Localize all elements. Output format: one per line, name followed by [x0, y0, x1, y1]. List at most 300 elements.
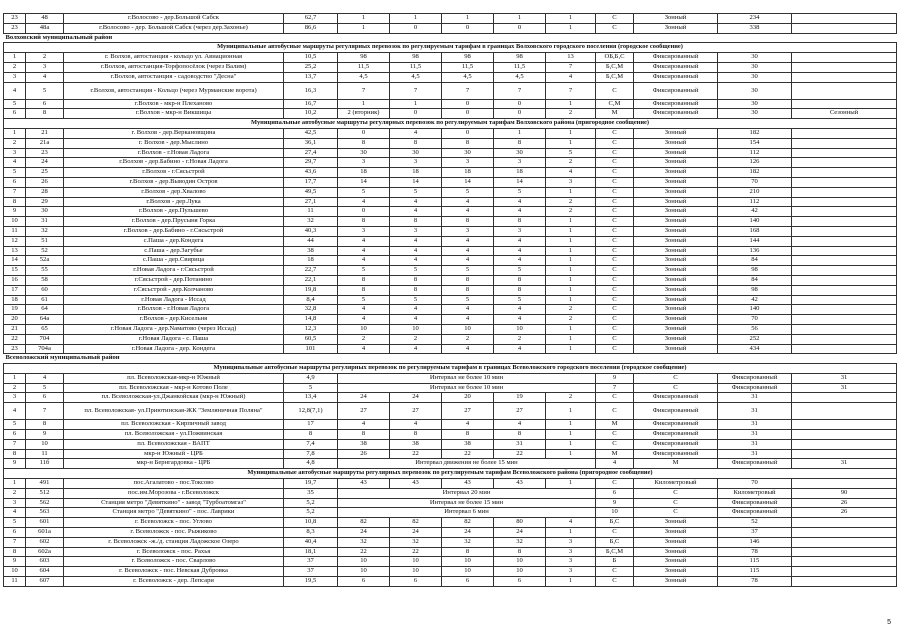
table-cell: С	[596, 567, 634, 577]
table-cell: Зонный	[634, 207, 718, 217]
table-cell: Зонный	[634, 324, 718, 334]
table-row	[4, 82, 897, 99]
table-cell	[792, 295, 897, 305]
table-cell: 20	[442, 393, 494, 403]
table-cell: 3	[546, 567, 596, 577]
table-cell: М	[634, 459, 718, 469]
table-cell: 22	[442, 449, 494, 459]
table-cell: С	[634, 373, 718, 383]
table-cell: Фиксированный	[634, 53, 718, 63]
table-cell: г.Новая Ладога - дер. Кондега	[64, 344, 284, 354]
table-cell: 4	[442, 256, 494, 266]
table-cell: С	[596, 315, 634, 325]
table-cell: С	[596, 285, 634, 295]
table-cell: 4	[390, 420, 442, 430]
table-cell: 5	[546, 148, 596, 158]
table-cell: 24	[390, 528, 442, 538]
section-title: Муниципальные автобусные маршруты регулярных перевозок по регулируемым тарифам Волховского района (пригородное сообщение)	[4, 119, 897, 129]
table-cell: 60,5	[284, 334, 338, 344]
table-cell	[792, 266, 897, 276]
table-cell: 31	[26, 217, 64, 227]
table-cell: Фиксированный	[634, 420, 718, 430]
table-cell: г. Всеволожск -ж./д. станция Ладожское Озеро	[64, 537, 284, 547]
table-cell: С	[596, 197, 634, 207]
table-cell: 13,7	[284, 72, 338, 82]
table-cell: 4	[4, 508, 26, 518]
table-cell: 10	[442, 324, 494, 334]
table-cell: 0	[494, 23, 546, 33]
table-cell: 84	[718, 256, 792, 266]
table-cell: 2	[546, 158, 596, 168]
table-cell: 3	[442, 226, 494, 236]
table-cell: 1	[546, 217, 596, 227]
table-cell: 11	[26, 449, 64, 459]
table-cell: 22	[390, 547, 442, 557]
table-cell: Интервал движения не более 15 мин	[338, 459, 596, 469]
table-cell: 4	[338, 315, 390, 325]
table-cell: Б,С,М	[596, 547, 634, 557]
table-cell: 4	[546, 168, 596, 178]
table-cell: 6	[26, 393, 64, 403]
table-cell: 5,2	[284, 498, 338, 508]
table-cell: 48	[26, 14, 64, 24]
table-cell: 7	[4, 439, 26, 449]
table-cell: 1	[546, 236, 596, 246]
table-cell: 26	[792, 508, 897, 518]
table-cell: 2	[546, 109, 596, 119]
table-row	[4, 344, 897, 354]
table-cell: 40,3	[284, 226, 338, 236]
table-row	[4, 138, 897, 148]
table-cell: 0	[494, 109, 546, 119]
table-cell: 4	[390, 315, 442, 325]
table-cell: 3	[494, 158, 546, 168]
table-cell: 491	[26, 479, 64, 489]
table-cell: С	[596, 187, 634, 197]
table-cell: г.Волхов - дер.Хвалово	[64, 187, 284, 197]
table-cell: 5,2	[284, 508, 338, 518]
table-cell: 43	[390, 479, 442, 489]
table-cell: Зонный	[634, 344, 718, 354]
table-cell: 10	[338, 557, 390, 567]
table-cell: С	[596, 305, 634, 315]
table-cell: 27	[390, 403, 442, 420]
table-cell: 12,8(7,1)	[284, 403, 338, 420]
table-cell	[792, 168, 897, 178]
table-cell: 5	[390, 266, 442, 276]
table-cell: 42	[718, 295, 792, 305]
table-cell: 49,5	[284, 187, 338, 197]
table-cell	[792, 518, 897, 528]
table-row	[4, 315, 897, 325]
table-cell: 2	[442, 334, 494, 344]
table-cell: 52а	[26, 256, 64, 266]
table-cell: 30	[442, 148, 494, 158]
table-cell: 8	[4, 547, 26, 557]
table-cell: г. Всеволожск - пос. Рахья	[64, 547, 284, 557]
table-row	[4, 53, 897, 63]
table-cell: 4	[4, 403, 26, 420]
table-cell: 1	[546, 334, 596, 344]
table-cell: г.Волхов - дер.Кисельня	[64, 315, 284, 325]
table-cell: С	[596, 158, 634, 168]
table-cell: С	[596, 528, 634, 538]
table-cell	[792, 217, 897, 227]
table-cell: Зонный	[634, 236, 718, 246]
table-cell	[792, 577, 897, 587]
table-row	[4, 420, 897, 430]
table-cell: 30	[718, 109, 792, 119]
table-cell: г.Волхов - мкр-н Викшицы	[64, 109, 284, 119]
table-cell: С,М	[596, 99, 634, 109]
table-cell: г.Новая Ладога - с. Паша	[64, 334, 284, 344]
table-cell: 4	[390, 246, 442, 256]
table-cell: 22,7	[284, 266, 338, 276]
table-cell: М	[596, 420, 634, 430]
table-cell: 37	[284, 567, 338, 577]
table-cell: 1	[546, 187, 596, 197]
table-cell	[792, 197, 897, 207]
table-cell: 8	[4, 449, 26, 459]
table-cell: 14	[390, 177, 442, 187]
table-cell: 10	[338, 324, 390, 334]
table-row	[4, 168, 897, 178]
table-cell	[792, 256, 897, 266]
table-cell: 11	[4, 226, 26, 236]
table-cell: 182	[718, 168, 792, 178]
table-cell: 5	[338, 187, 390, 197]
table-cell: 1	[546, 128, 596, 138]
table-cell: 9	[596, 373, 634, 383]
table-cell: 11	[4, 577, 26, 587]
table-cell: 7	[390, 82, 442, 99]
table-cell: Интервал не более 15 мин	[338, 498, 596, 508]
table-row	[4, 479, 897, 489]
table-cell: 4	[442, 420, 494, 430]
table-cell: 22,1	[284, 275, 338, 285]
table-cell: Станция метро "Девяткино" - завод "Турбоатомгаз"	[64, 498, 284, 508]
table-cell: 4	[338, 344, 390, 354]
table-cell: 27,1	[284, 197, 338, 207]
table-cell: 30	[26, 207, 64, 217]
table-cell: 8	[390, 275, 442, 285]
table-cell: С	[596, 246, 634, 256]
table-cell: Зонный	[634, 148, 718, 158]
table-row	[4, 275, 897, 285]
table-cell: 11,5	[442, 62, 494, 72]
table-cell: 115	[718, 567, 792, 577]
table-row	[4, 430, 897, 440]
region-title: Всеволожский муниципальный район	[4, 354, 897, 364]
table-cell: Сезонный	[792, 109, 897, 119]
table-cell: 31	[718, 393, 792, 403]
table-cell: 82	[338, 518, 390, 528]
table-cell: 6	[4, 177, 26, 187]
table-cell: 4	[442, 246, 494, 256]
table-cell: 23	[4, 344, 26, 354]
table-cell: 32	[26, 226, 64, 236]
table-cell: пл. Всеволожская - мкр-н Котово Поле	[64, 383, 284, 393]
table-row	[4, 439, 897, 449]
table-cell: 23	[4, 23, 26, 33]
table-cell: 10	[4, 217, 26, 227]
table-cell: 1	[546, 403, 596, 420]
table-cell: Фиксированный	[634, 430, 718, 440]
table-cell: пл. Всеволожская-ул.Джанкойская (мкр-н Южный)	[64, 393, 284, 403]
table-cell: 30	[390, 148, 442, 158]
table-cell: 10	[494, 324, 546, 334]
table-cell: пл. Всеволожская - ВАПТ	[64, 439, 284, 449]
table-cell: 98	[718, 266, 792, 276]
table-cell: 8	[338, 285, 390, 295]
table-cell: 30	[338, 148, 390, 158]
table-cell: Фиксированный	[634, 82, 718, 99]
table-cell: 1	[546, 14, 596, 24]
table-cell: 52	[26, 246, 64, 256]
table-cell	[792, 72, 897, 82]
table-cell: 11,5	[390, 62, 442, 72]
table-cell: С	[596, 334, 634, 344]
table-cell: 31	[718, 430, 792, 440]
table-cell: 1	[442, 14, 494, 24]
table-cell: 182	[718, 128, 792, 138]
table-cell	[792, 99, 897, 109]
table-cell: Фиксированный	[634, 72, 718, 82]
table-cell: 19	[4, 305, 26, 315]
section-title: Муниципальные автобусные маршруты регулярных перевозок по регулируемым тарифам Всеволожского района (пригородное сообщение)	[4, 469, 897, 479]
table-cell: С	[596, 439, 634, 449]
table-cell: 8	[494, 275, 546, 285]
table-cell	[792, 177, 897, 187]
table-cell: 4	[442, 207, 494, 217]
table-cell: г.Волхов, автостанция - Кольцо (через Мурманские ворота)	[64, 82, 284, 99]
table-cell: 5	[4, 99, 26, 109]
table-cell	[792, 430, 897, 440]
table-cell: 35	[284, 488, 338, 498]
table-cell: 1	[546, 266, 596, 276]
table-cell: С	[634, 508, 718, 518]
table-cell: 0	[442, 99, 494, 109]
table-cell: Интервал не более 10 мин	[338, 373, 596, 383]
table-cell: 6	[4, 109, 26, 119]
table-cell: 4	[390, 128, 442, 138]
table-cell: 26	[26, 177, 64, 187]
table-cell: 4	[390, 256, 442, 266]
table-cell: 15	[4, 266, 26, 276]
table-cell: 3	[390, 226, 442, 236]
table-cell: Фиксированный	[718, 373, 792, 383]
table-cell: г. Волхов - дер.Веркановщина	[64, 128, 284, 138]
table-cell: г. Всеволожск - пос. Невская Дубровка	[64, 567, 284, 577]
table-cell: 20	[4, 315, 26, 325]
table-cell: 4	[494, 197, 546, 207]
table-row	[4, 488, 897, 498]
table-cell: С	[596, 177, 634, 187]
table-cell: 112	[718, 148, 792, 158]
table-cell: с.Паша - дер.Кондега	[64, 236, 284, 246]
table-cell: Интервал 20 мин	[338, 488, 596, 498]
table-cell: 37	[718, 528, 792, 538]
table-cell: 6	[442, 577, 494, 587]
table-cell: 43	[338, 479, 390, 489]
table-cell: 4	[390, 344, 442, 354]
table-cell: 44	[284, 236, 338, 246]
table-cell: 9	[26, 430, 64, 440]
table-cell: г.Волосово - дер. Большой Сабск (через дер.Захонье)	[64, 23, 284, 33]
table-cell: 18	[494, 168, 546, 178]
table-cell: С	[634, 383, 718, 393]
table-cell: 1	[546, 246, 596, 256]
table-row	[4, 266, 897, 276]
table-cell	[792, 547, 897, 557]
table-cell: 5	[442, 295, 494, 305]
table-cell: Зонный	[634, 285, 718, 295]
table-cell: 10,8	[284, 518, 338, 528]
table-cell: 8	[442, 138, 494, 148]
table-cell: 9	[596, 498, 634, 508]
table-cell: 604	[26, 567, 64, 577]
table-cell: 29	[26, 197, 64, 207]
table-cell: 112	[718, 197, 792, 207]
table-cell: 5	[4, 168, 26, 178]
table-cell: 3	[4, 72, 26, 82]
table-cell: 4	[338, 236, 390, 246]
table-cell: Фиксированный	[634, 449, 718, 459]
table-cell: 18	[442, 168, 494, 178]
table-cell: 1	[546, 23, 596, 33]
table-cell: 56	[718, 324, 792, 334]
table-cell: г.Волхов - мкр-н Плеханово	[64, 99, 284, 109]
table-cell: 4	[442, 305, 494, 315]
table-cell: 82	[390, 518, 442, 528]
table-cell: 64а	[26, 315, 64, 325]
table-cell	[792, 344, 897, 354]
table-cell: 9	[4, 207, 26, 217]
table-cell: 1	[546, 324, 596, 334]
table-cell: С	[596, 138, 634, 148]
table-cell: 4,8	[284, 459, 338, 469]
table-cell: 8	[338, 430, 390, 440]
table-cell: 2	[4, 488, 26, 498]
region-header-row	[4, 33, 897, 43]
table-cell: 27	[338, 403, 390, 420]
table-row	[4, 197, 897, 207]
table-row	[4, 177, 897, 187]
table-cell: 14,8	[284, 315, 338, 325]
table-cell: 4	[4, 158, 26, 168]
table-cell: 14	[442, 177, 494, 187]
table-cell: 10	[596, 508, 634, 518]
table-cell: С	[596, 430, 634, 440]
section-header-row	[4, 119, 897, 129]
table-cell: 2	[4, 138, 26, 148]
table-row	[4, 324, 897, 334]
table-cell: г.Новая Ладога - г.Сясьстрой	[64, 266, 284, 276]
table-cell: 24	[494, 528, 546, 538]
table-cell: 4	[596, 459, 634, 469]
table-cell: 7,8	[284, 449, 338, 459]
table-row	[4, 518, 897, 528]
table-cell: 101	[284, 344, 338, 354]
table-cell: 1	[546, 295, 596, 305]
table-cell: 1	[4, 53, 26, 63]
table-cell: 31	[792, 373, 897, 383]
table-cell: 144	[718, 236, 792, 246]
table-cell: 3	[546, 557, 596, 567]
table-cell: г.Волхов, автостанция - садоводство "Десна"	[64, 72, 284, 82]
table-cell: Зонный	[634, 217, 718, 227]
table-cell: 17,7	[284, 177, 338, 187]
table-cell: 5	[26, 383, 64, 393]
table-cell: г. Волхов - дер.Мыслино	[64, 138, 284, 148]
table-cell: 14	[338, 177, 390, 187]
table-cell: 8	[284, 430, 338, 440]
table-cell: 26	[338, 449, 390, 459]
table-cell	[792, 479, 897, 489]
table-cell: 22	[338, 547, 390, 557]
table-cell: 24	[442, 528, 494, 538]
table-cell: С	[596, 266, 634, 276]
table-cell: 5	[26, 82, 64, 99]
table-cell: 5	[390, 295, 442, 305]
table-cell: 10	[442, 557, 494, 567]
table-cell: 86,6	[284, 23, 338, 33]
table-cell: Зонный	[634, 275, 718, 285]
table-cell	[792, 528, 897, 538]
table-cell: 19,5	[284, 577, 338, 587]
table-cell: г. Всеволожск - дер. Лепсари	[64, 577, 284, 587]
table-cell: 38	[338, 439, 390, 449]
table-cell: 4	[494, 256, 546, 266]
table-cell	[792, 138, 897, 148]
table-cell: 1	[338, 99, 390, 109]
table-cell: 5	[494, 187, 546, 197]
table-cell	[792, 246, 897, 256]
table-cell: 6	[4, 528, 26, 538]
table-cell: 8	[494, 138, 546, 148]
table-cell: 10,2	[284, 109, 338, 119]
table-cell: 4	[494, 305, 546, 315]
table-row	[4, 547, 897, 557]
table-cell: 9	[4, 557, 26, 567]
table-row	[4, 305, 897, 315]
table-cell	[792, 537, 897, 547]
table-cell: 31	[718, 403, 792, 420]
table-cell: 512	[26, 488, 64, 498]
table-cell: 1	[546, 344, 596, 354]
table-cell: 22	[390, 449, 442, 459]
table-cell: Фиксированный	[634, 109, 718, 119]
table-cell: 4,5	[494, 72, 546, 82]
table-row	[4, 109, 897, 119]
table-cell: 8	[494, 217, 546, 227]
table-cell: 601а	[26, 528, 64, 538]
table-cell: 4	[494, 207, 546, 217]
region-title: Волховский муниципальный район	[4, 33, 897, 43]
table-cell: 3	[4, 393, 26, 403]
table-cell: 9	[4, 459, 26, 469]
table-cell: г.Волхов - дер.Пульшево	[64, 207, 284, 217]
table-cell: С	[634, 498, 718, 508]
table-cell: 14	[4, 256, 26, 266]
table-cell: 140	[718, 305, 792, 315]
table-cell: Зонный	[634, 557, 718, 567]
table-cell: 8,3	[284, 528, 338, 538]
table-cell: 2	[494, 334, 546, 344]
table-cell: 234	[718, 14, 792, 24]
table-cell: г.Сясьстрой - дер.Колчаново	[64, 285, 284, 295]
table-cell: 1	[546, 275, 596, 285]
